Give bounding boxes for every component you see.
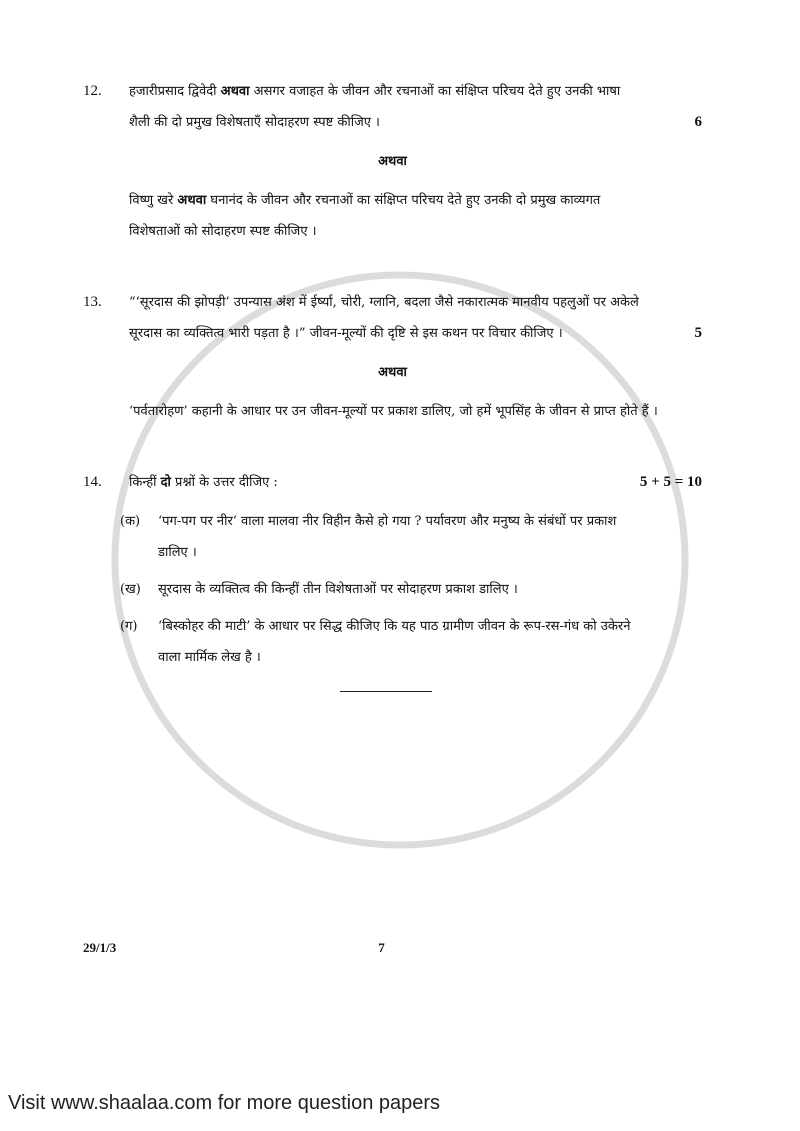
question-14-marks: 5 + 5 = 10 bbox=[639, 474, 702, 490]
part-kha-line-1: सूरदास के व्यक्तित्व की किन्हीं तीन विशेषताओं पर सोदाहरण प्रकाश डालिए । bbox=[158, 582, 518, 597]
question-14-parts bbox=[83, 506, 702, 673]
page-number: 7 bbox=[378, 940, 385, 955]
part-ga-text bbox=[158, 611, 702, 673]
part-ga-line-1: ‘बिस्कोहर की माटी’ के आधार पर सिद्ध कीजिए कि यह पाठ ग्रामीण जीवन के रूप-रस-गंध को उकेरने bbox=[158, 619, 631, 634]
part-ga-line-2: वाला मार्मिक लेख है । bbox=[158, 650, 261, 665]
question-12-line-1: हजारीप्रसाद द्विवेदी अथवा असगर वजाहत के जीवन और रचनाओं का संक्षिप्त परिचय देते हुए उनकी भाषा bbox=[129, 84, 621, 99]
part-ka-text bbox=[158, 506, 702, 568]
question-13-line-2: सूरदास का व्यक्तित्व भारी पड़ता है ।” जीवन-मूल्यों की दृष्टि से इस कथन पर विचार कीजिए । bbox=[129, 326, 563, 341]
part-label: (क) bbox=[120, 514, 141, 529]
or-heading: अथवा bbox=[378, 365, 407, 380]
question-13-line-1: “‘सूरदास की झोपड़ी’ उपन्यास अंश में ईर्ष्या, चोरी, ग्लानि, बदला जैसे नकारात्मक मानवीय पहलुओं पर अकेले bbox=[129, 295, 639, 310]
question-number: 13. bbox=[83, 294, 102, 310]
part-kha bbox=[120, 574, 702, 605]
question-12-alt-line-1: विष्णु खरे अथवा घनानंद के जीवन और रचनाओं का संक्षिप्त परिचय देते हुए उनकी दो प्रमुख काव्यगत bbox=[129, 193, 601, 208]
part-ka bbox=[120, 506, 702, 568]
part-label: (ग) bbox=[120, 619, 138, 634]
question-13-alt-line-1: ‘पर्वतारोहण’ कहानी के आधार पर उन जीवन-मूल्यों पर प्रकाश डालिए, जो हमें भूपसिंह के जीवन से प्राप्त होते हैं । bbox=[129, 404, 658, 419]
question-12 bbox=[83, 76, 702, 138]
question-number: 14. bbox=[83, 474, 102, 490]
paper-code: 29/1/3 bbox=[83, 940, 117, 955]
page-content bbox=[0, 76, 800, 940]
question-13-marks: 5 bbox=[694, 325, 702, 341]
question-13-alternative bbox=[83, 396, 702, 427]
page-footer bbox=[0, 940, 800, 956]
question-12-marks: 6 bbox=[694, 114, 702, 130]
question-12-line-2: शैली की दो प्रमुख विशेषताएँ सोदाहरण स्पष्ट कीजिए । bbox=[129, 115, 380, 130]
part-label: (ख) bbox=[120, 582, 141, 597]
end-divider bbox=[340, 691, 432, 692]
question-13-text bbox=[129, 287, 683, 349]
question-number: 12. bbox=[83, 83, 102, 99]
promo-banner[interactable]: Visit www.shaalaa.com for more question papers bbox=[8, 1092, 441, 1114]
question-12-alt-line-2: विशेषताओं को सोदाहरण स्पष्ट कीजिए । bbox=[129, 224, 317, 239]
part-ka-line-2: डालिए । bbox=[158, 545, 197, 560]
or-heading: अथवा bbox=[378, 154, 407, 169]
question-13 bbox=[83, 287, 702, 349]
part-ka-line-1: ‘पग-पग पर नीर’ वाला मालवा नीर विहीन कैसे हो गया ? पर्यावरण और मनुष्य के संबंधों पर प्रकाश bbox=[158, 514, 617, 529]
question-14 bbox=[83, 467, 702, 498]
question-12-alternative bbox=[83, 185, 702, 247]
question-14-intro: किन्हीं दो प्रश्नों के उत्तर दीजिए : bbox=[129, 475, 278, 490]
question-12-text bbox=[129, 76, 683, 138]
part-ga bbox=[120, 611, 702, 673]
